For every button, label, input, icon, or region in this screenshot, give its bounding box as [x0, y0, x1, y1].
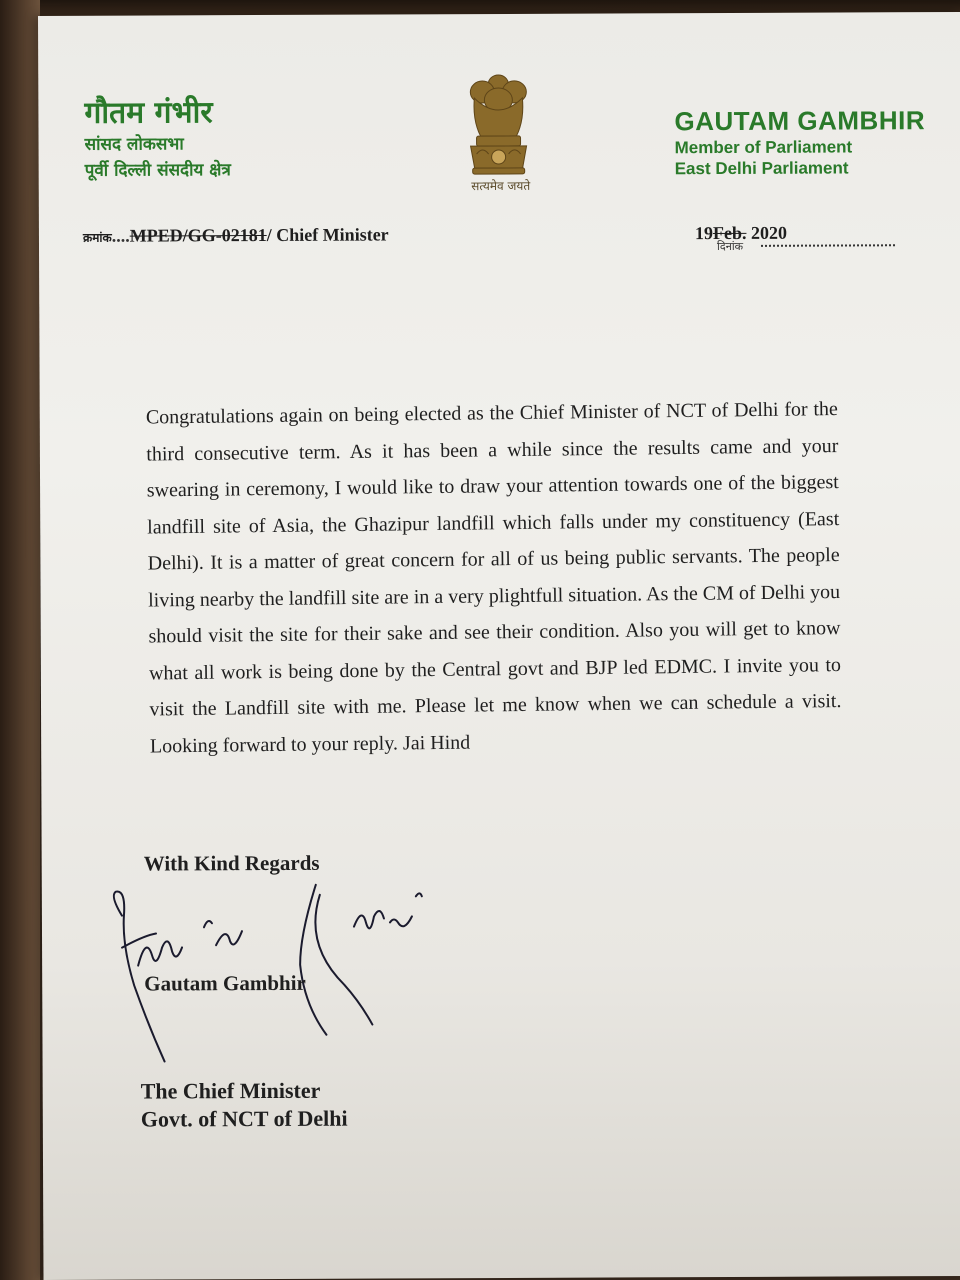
recipient-address: [141, 1077, 348, 1134]
recipient-line-1: The Chief Minister: [140, 1077, 321, 1104]
english-letterhead: [674, 104, 925, 179]
date-year: 2020: [746, 222, 787, 243]
date-dotted-line: [761, 244, 895, 247]
hindi-title: सांसद लोकसभा: [84, 134, 184, 155]
emblem-motto: सत्यमेव जयते: [471, 178, 531, 194]
hindi-name: गौतम गंभीर: [84, 95, 213, 131]
reference-code: MPED/GG-02181: [129, 225, 267, 246]
letter-body: Congratulations again on being elected as the Chief Minister of NCT of Delhi for the third consecutive term. As it has been a while since the results came and your swearing in ceremony, I would like to draw your attention towards one of the biggest landfill site of Asia, the Ghazipur landfill which falls under my constituency (East Delhi). It is a matter of great concern for all of us being public servants. The people living nearby the landfill site are in a very plightfull situation. As the CM of Delhi you should visit the site for their sake and see their condition. Also you will get to know what all work is being done by the Central govt and BJP led EDMC. I invite you to visit the Landfill site with me. Please let me know when we can schedule a visit. Looking forward to your reply. Jai Hind: [145, 398, 842, 758]
date-day: 19: [694, 223, 713, 244]
reference-dots: ....: [111, 225, 130, 246]
date-month: Feb.: [712, 222, 747, 244]
reference-label: क्रमांक: [82, 230, 112, 245]
hindi-constituency: पूर्वी दिल्ली संसदीय क्षेत्र: [84, 160, 231, 181]
english-name: GAUTAM GAMBHIR: [674, 105, 926, 137]
english-constituency: East Delhi Parliament: [674, 158, 849, 179]
letter-page: [38, 12, 960, 1280]
desk-edge: [0, 0, 40, 1280]
reference-addressee: / Chief Minister: [266, 224, 389, 246]
recipient-line-2: Govt. of NCT of Delhi: [140, 1105, 348, 1132]
reference-number: [83, 224, 389, 246]
date-label: दिनांक: [716, 239, 744, 254]
english-title: Member of Parliament: [674, 137, 853, 158]
signer-name: Gautam Gambhir: [144, 970, 306, 996]
hindi-letterhead: [84, 95, 231, 184]
closing-regards: With Kind Regards: [143, 850, 320, 876]
